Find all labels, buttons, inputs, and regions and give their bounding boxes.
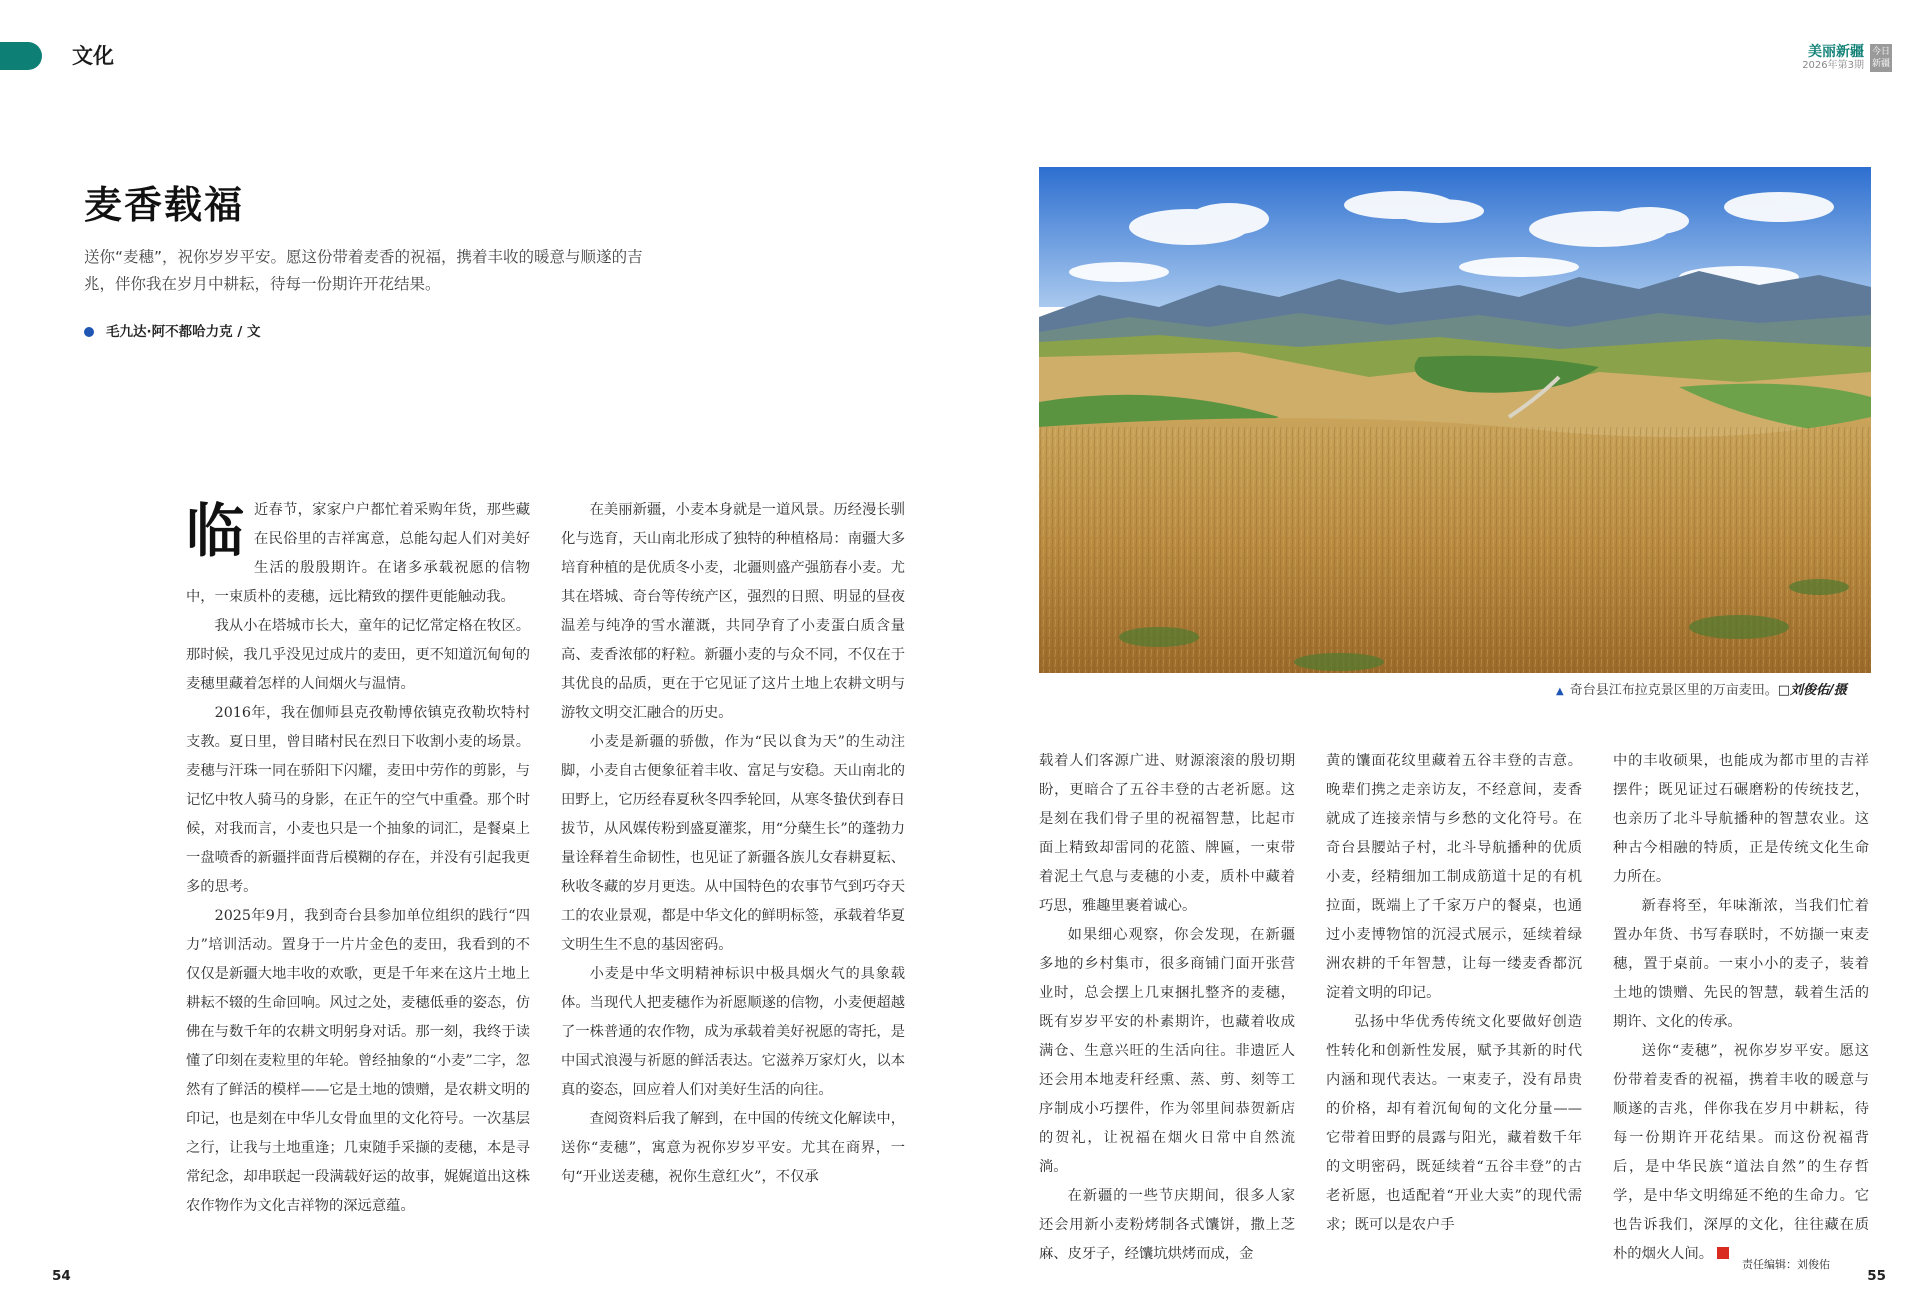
article-title: 麦香载福 (84, 182, 245, 227)
paragraph: 新春将至，年味渐浓，当我们忙着置办年货、书写春联时，不妨撷一束麦穗，置于桌前。一束小小的麦子，装着土地的馈赠、先民的智慧，载着生活的期许、文化的传承。 (1613, 898, 1869, 1030)
paragraph: 弘扬中华优秀传统文化要做好创造性转化和创新性发展，赋予其新的时代内涵和现代表达。一束麦子，没有昂贵的价格，却有着沉甸甸的文化分量——它带着田野的晨露与阳光，藏着数千年的文明密码，既延续着“五谷丰登”的古老祈愿，也适配着“开业大卖”的现代需求；既可以是农户手 (1326, 1014, 1582, 1233)
paragraph: 2016年，我在伽师县克孜勒博依镇克孜勒坎特村支教。夏日里，曾目睹村民在烈日下收割小麦的场景。麦穗与汗珠一同在骄阳下闪耀，麦田中劳作的剪影，与记忆中牧人骑马的身影，在正午的空气中重叠。那个时候，对我而言，小麦也只是一个抽象的词汇，是餐桌上一盘喷香的新疆拌面背后模糊的存在，并没有引起我更多的思考。 (186, 705, 530, 895)
page-number-right: 55 (1867, 1268, 1886, 1284)
magazine-brand (1802, 44, 1892, 72)
paragraph: 2025年9月，我到奇台县参加单位组织的践行“四力”培训活动。置身于一片片金色的麦田，我看到的不仅仅是新疆大地丰收的欢歌，更是千年来在这片土地上耕耘不辍的生命回响。风过之处，麦穗低垂的姿态，仿佛在与数千年的农耕文明躬身对话。那一刻，我终于读懂了印刻在麦粒里的年轮。曾经抽象的“小麦”二字，忽然有了鲜活的模样——它是土地的馈赠，是农耕文明的印记，也是刻在中华儿女骨血里的文化符号。一次基层之行，让我与土地重逢；几束随手采撷的麦穗，本是寻常纪念，却串联起一段满载好运的故事，娓娓道出这株农作物作为文化吉祥物的深远意蕴。 (186, 908, 530, 1214)
paragraph: 送你“麦穗”，祝你岁岁平安。愿这份带着麦香的祝福，携着丰收的暖意与顺遂的吉兆，伴你我在岁月中耕耘，待每一份期许开花结果。而这份祝福背后，是中华民族“道法自然”的生存哲学，是中华文明绵延不绝的生命力。它也告诉我们，深厚的文化，往往藏在质朴的烟火人间。 (1613, 1043, 1869, 1262)
page-number-left: 54 (52, 1268, 71, 1284)
photo-credit: □刘俊佑/摄 (1777, 683, 1847, 698)
paragraph: 载着人们客源广进、财源滚滚的殷切期盼，更暗合了五谷丰登的古老祈愿。这是刻在我们骨子里的祝福智慧，比起市面上精致却雷同的花篮、牌匾，一束带着泥土气息与麦穗的小麦，质朴中藏着巧思，雅趣里裹着诚心。 (1039, 753, 1295, 914)
section-tab (0, 42, 42, 70)
article-column-3 (1039, 747, 1295, 1269)
article-column-4 (1326, 747, 1582, 1240)
paragraph: 在美丽新疆，小麦本身就是一道风景。历经漫长驯化与选育，天山南北形成了独特的种植格局：南疆大多培育种植的是优质冬小麦，北疆则盛产强筋春小麦。尤其在塔城、奇台等传统产区，强烈的日照、明显的昼夜温差与纯净的雪水灌溉，共同孕育了小麦蛋白质含量高、麦香浓郁的籽粒。新疆小麦的与众不同，不仅在于其优良的品质，更在于它见证了这片土地上农耕文明与游牧文明交汇融合的历史。 (561, 502, 905, 721)
author-name: 毛九达·阿不都哈力克 / 文 (106, 324, 261, 340)
issue-number: 2026年第3期 (1802, 60, 1864, 71)
caption-triangle-icon: ▲ (1556, 686, 1564, 697)
paragraph: 如果细心观察，你会发现，在新疆多地的乡村集市，很多商铺门面开张营业时，总会摆上几束捆扎整齐的麦穗，既有岁岁平安的朴素期许，也藏着收成满仓、生意兴旺的生活向往。非遗匠人还会用本地麦秆经熏、蒸、剪、刻等工序制成小巧摆件，作为邻里间恭贺新店的贺礼，让祝福在烟火日常中自然流淌。 (1039, 927, 1295, 1175)
section-label: 文化 (72, 44, 114, 68)
bullet-dot-icon (84, 327, 94, 337)
paragraph: 临近春节，家家户户都忙着采购年货，那些藏在民俗里的吉祥寓意，总能勾起人们对美好生活的殷殷期许。在诸多承载祝愿的信物中，一束质朴的麦穗，远比精致的摆件更能触动我。 (186, 497, 530, 605)
paragraph: 黄的馕面花纹里藏着五谷丰登的吉意。晚辈们携之走亲访友，不经意间，麦香就成了连接亲情与乡愁的文化符号。在奇台县腰站子村，北斗导航播种的优质小麦，经精细加工制成筋道十足的有机拉面，既端上了千家万户的餐桌，也通过小麦博物馆的沉浸式展示，延续着绿洲农耕的千年智慧，让每一缕麦香都沉淀着文明的印记。 (1326, 753, 1582, 1001)
article-lead: 送你“麦穗”，祝你岁岁平安。愿这份带着麦香的祝福，携着丰收的暖意与顺遂的吉兆，伴你我在岁月中耕耘，待每一份期许开花结果。 (84, 248, 643, 293)
article-column-2 (561, 496, 905, 1192)
responsible-editor: 责任编辑：刘俊佑 (1742, 1258, 1830, 1271)
paragraph: 在新疆的一些节庆期间，很多人家还会用新小麦粉烤制各式馕饼，撒上芝麻、皮牙子，经馕坑烘烤而成，金 (1039, 1188, 1295, 1262)
author-byline (84, 322, 260, 342)
paragraph: 查阅资料后我了解到，在中国的传统文化解读中，送你“麦穗”，寓意为祝你岁岁平安。尤其在商界，一句“开业送麦穗，祝你生意红火”，不仅承 (561, 1111, 905, 1185)
photo-caption (1556, 682, 1847, 701)
article-column-5 (1613, 747, 1869, 1269)
paragraph: 我从小在塔城市长大，童年的记忆常定格在牧区。那时候，我几乎没见过成片的麦田，更不知道沉甸甸的麦穗里藏着怎样的人间烟火与温情。 (186, 618, 530, 692)
magazine-logo: 今日新疆 (1870, 44, 1892, 72)
wheat-field-photo (1039, 167, 1871, 673)
article-end-mark-icon (1717, 1247, 1729, 1259)
paragraph: 中的丰收硕果，也能成为都市里的吉祥摆件；既见证过石碾磨粉的传统技艺，也亲历了北斗导航播种的智慧农业。这种古今相融的特质，正是传统文化生命力所在。 (1613, 753, 1869, 885)
magazine-title: 美丽新疆 (1808, 44, 1864, 60)
paragraph: 小麦是新疆的骄傲，作为“民以食为天”的生动注脚，小麦自古便象征着丰收、富足与安稳。天山南北的田野上，它历经春夏秋冬四季轮回，从寒冬蛰伏到春日拔节，从风媒传粉到盛夏灌浆，用“分蘖生长”的蓬勃力量诠释着生命韧性，也见证了新疆各族儿女春耕夏耘、秋收冬藏的岁月更迭。从中国特色的农事节气到巧夺天工的农业景观，都是中华文化的鲜明标签，承载着华夏文明生生不息的基因密码。 (561, 734, 905, 953)
article-column-1 (186, 496, 530, 1221)
drop-cap: 临 (186, 497, 245, 565)
caption-text: 奇台县江布拉克景区里的万亩麦田。 (1569, 683, 1778, 698)
paragraph: 小麦是中华文明精神标识中极具烟火气的具象载体。当现代人把麦穗作为祈愿顺遂的信物，小麦便超越了一株普通的农作物，成为承载着美好祝愿的寄托，是中国式浪漫与祈愿的鲜活表达。它滋养万家灯火，以本真的姿态，回应着人们对美好生活的向往。 (561, 966, 905, 1098)
